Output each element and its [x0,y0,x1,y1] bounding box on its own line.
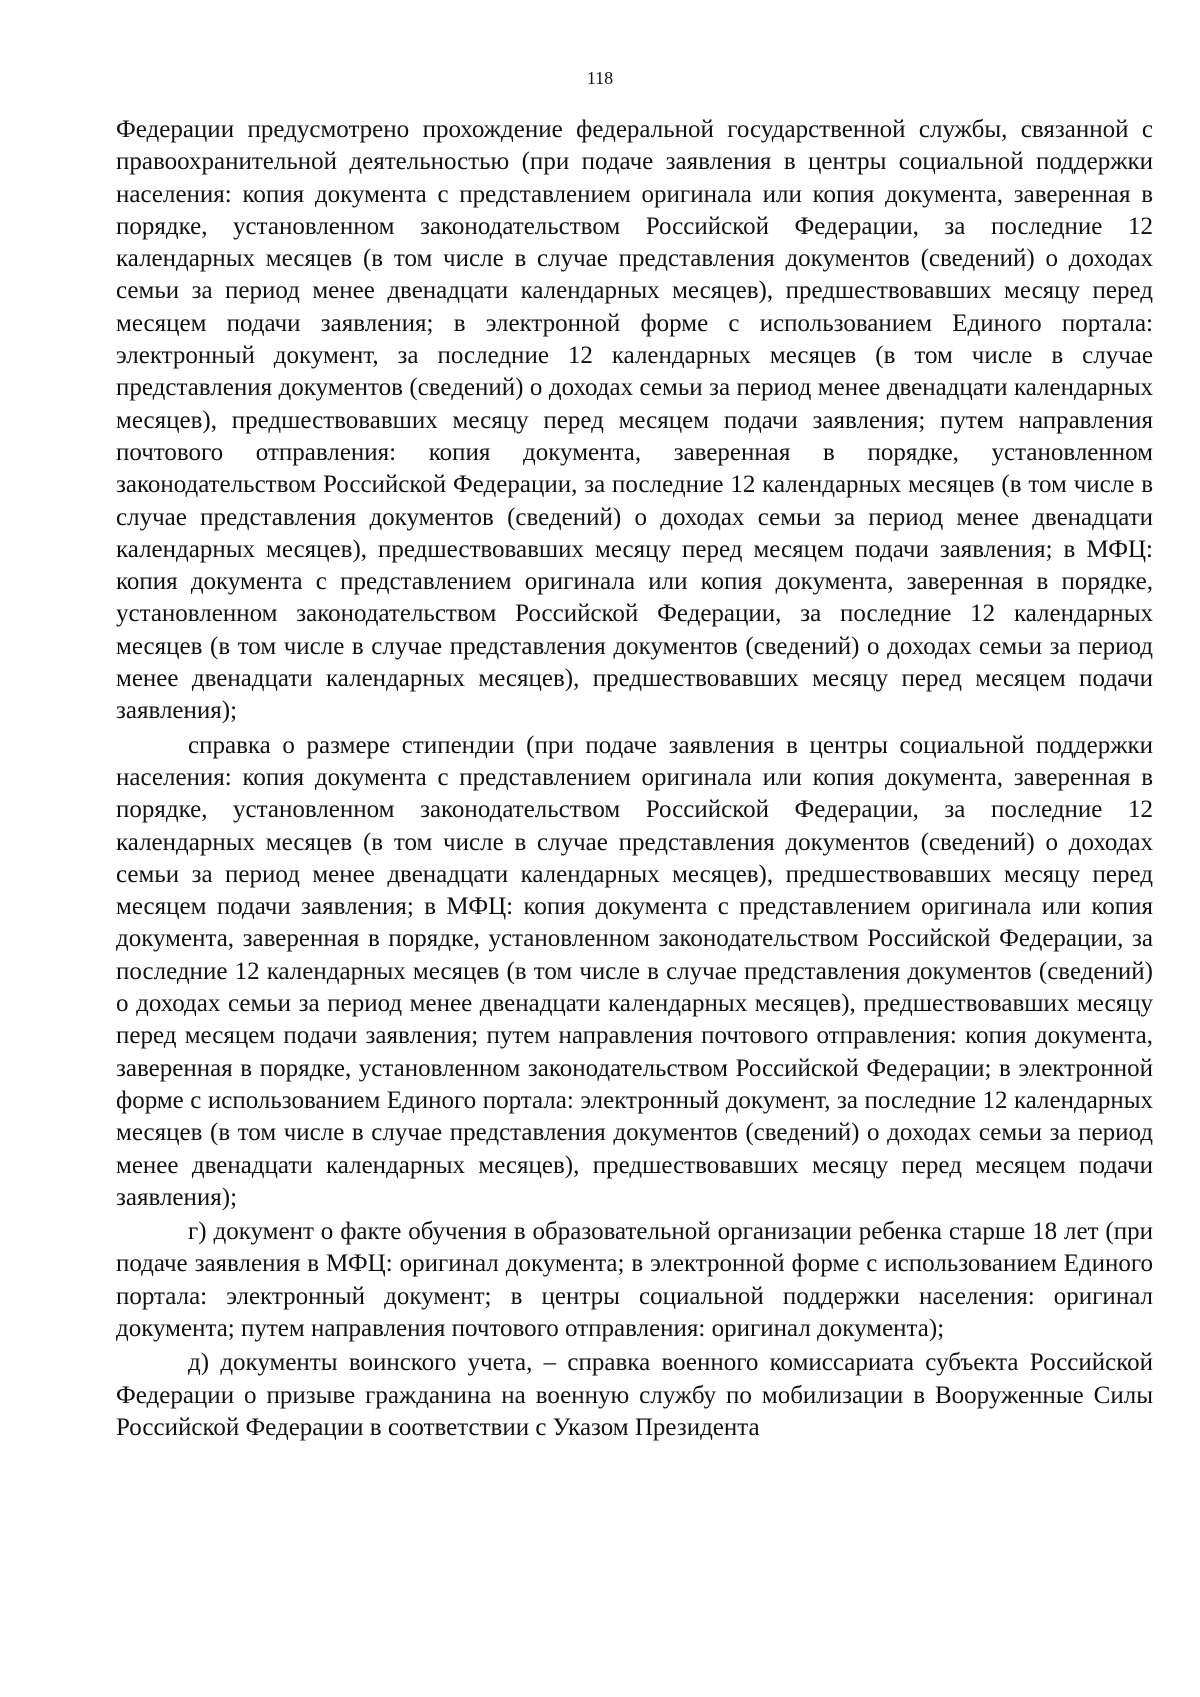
paragraph-stipend-certificate: справка о размере стипендии (при подаче заявления в центры социальной поддержки населения: копия документа с представлением оригинала или копия документа, заверенная в порядке, установленном законодательством Российской Федерации, за последние 12 календарных месяцев (в том числе в случае представления документов (сведений) о доходах семьи за период менее двенадцати календарных месяцев), предшествовавших месяцу перед месяцем подачи заявления; в МФЦ: копия документа с представлением оригинала или копия документа, заверенная в порядке, установленном законодательством Российской Федерации, за последние 12 календарных месяцев (в том числе в случае представления документов (сведений) о доходах семьи за период менее двенадцати календарных месяцев), предшествовавших месяцу перед месяцем подачи заявления; путем направления почтового отправления: копия документа, заверенная в порядке, установленном законодательством Российской Федерации; в электронной форме с использованием Единого портала: электронный документ, за последние 12 календарных месяцев (в том числе в случае представления документов (сведений) о доходах семьи за период менее двенадцати календарных месяцев), предшествовавших месяцу перед месяцем подачи заявления); [116,731,1153,1211]
paragraph-continuation: Федерации предусмотрено прохождение федеральной государственной службы, связанной с правоохранительной деятельностью (при подаче заявления в центры социальной поддержки населения: копия документа с представлением оригинала или копия документа, заверенная в порядке, установленном законодательством Российской Федерации, за последние 12 календарных месяцев (в том числе в случае представления документов (сведений) о доходах семьи за период менее двенадцати календарных месяцев), предшествовавших месяцу перед месяцем подачи заявления; в электронной форме с использованием Единого портала: электронный документ, за последние 12 календарных месяцев (в том числе в случае представления документов (сведений) о доходах семьи за период менее двенадцати календарных месяцев), предшествовавших месяцу перед месяцем подачи заявления; путем направления почтового отправления: копия документа, заверенная в порядке, установленном законодательством Российской Федерации, за последние 12 календарных месяцев (в том числе в случае представления документов (сведений) о доходах семьи за период менее двенадцати календарных месяцев), предшествовавших месяцу перед месяцем подачи заявления; в МФЦ: копия документа с представлением оригинала или копия документа, заверенная в порядке, установленном законодательством Российской Федерации, за последние 12 календарных месяцев (в том числе в случае представления документов (сведений) о доходах семьи за период менее двенадцати календарных месяцев), предшествовавших месяцу перед месяцем подачи заявления); [116,116,1153,725]
paragraph-item-d: д) документы воинского учета, – справка военного комиссариата субъекта Российской Федерации о призыве гражданина на военную службу по мобилизации в Вооруженные Силы Российской Федерации в соответствии с Указом Президента [116,1349,1153,1441]
page-number: 118 [586,68,614,88]
paragraph-item-g: г) документ о факте обучения в образовательной организации ребенка старше 18 лет (при подаче заявления в МФЦ: оригинал документа; в электронной форме с использованием Единого портала: электронный документ; в центры социальной поддержки населения: оригинал документа; путем направления почтового отправления: оригинал документа); [116,1218,1153,1342]
document-body [116,114,1153,1446]
